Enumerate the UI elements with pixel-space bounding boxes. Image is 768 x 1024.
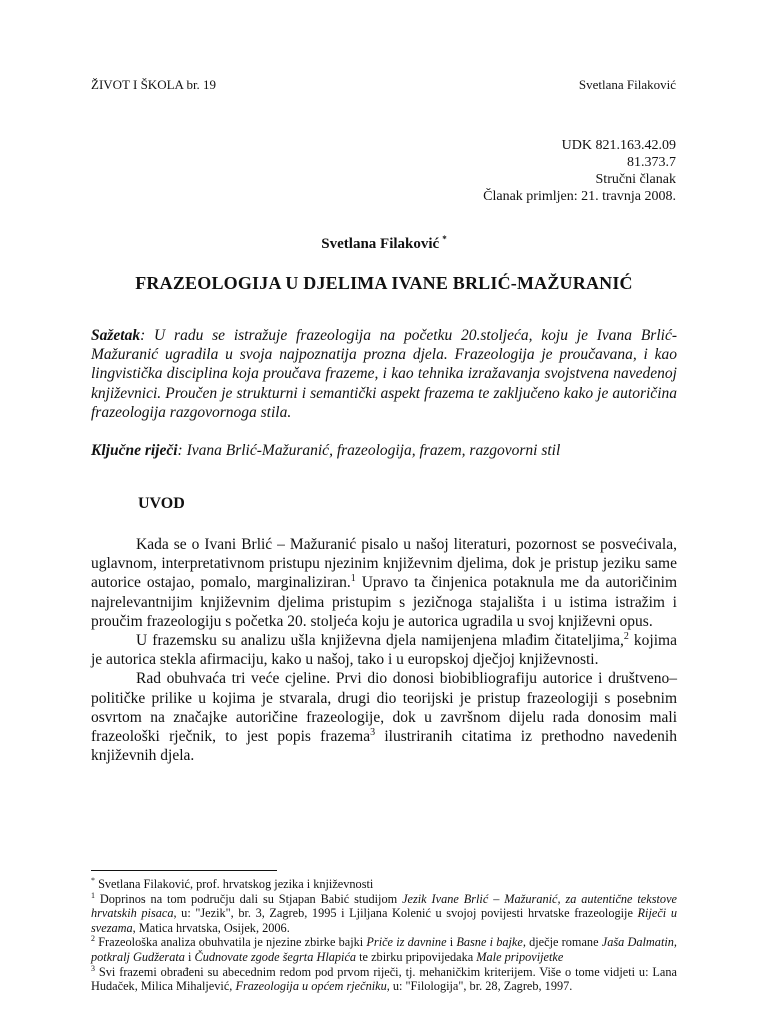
footnote: * Svetlana Filaković, prof. hrvatskog jezika i književnosti xyxy=(91,875,374,891)
footnote: $^3$ Svi frazemi obrađeni su abecednim redom pod prvom riječi, tj. mehaničkim kriterijem. Više o tome vidjeti u: Lana Hudaček, Milica Mihaljević, Frazeologija u općem rječniku, u: "Filologija", br. 28, Zagreb, 1997. xyxy=(91,963,677,994)
running-header-author: Svetlana Filaković xyxy=(578,77,676,92)
body-paragraph: U frazemsku su analizu ušla književna djela namijenjena mlađim čitateljima,$^2$ kojima je autorica stekla afirmaciju, kako u našoj, tako i u europskoj dječjoj književnosti. xyxy=(91,630,677,669)
keywords-text: : Ivana Brlić-Mažuranić, frazeologija, frazem, razgovorni stil xyxy=(177,442,561,459)
footnote: $^2$ Frazeološka analiza obuhvatila je njezine zbirke bajki Priče iz davnine i Basne i bajke, dječje romane Jaša Dalmatin, potkralj Gudžerata i Čudnovate zgode šegrta Hlapića te zbirku pripovijedaka Male pripovijetke xyxy=(91,934,677,964)
author-footnote-mark: * xyxy=(442,234,447,244)
abstract xyxy=(91,326,677,422)
author-line xyxy=(0,234,768,253)
article-type: Stručni članak xyxy=(595,172,676,187)
article-title: FRAZEOLOGIJA U DJELIMA IVANE BRLIĆ-MAŽURANIĆ xyxy=(135,273,633,293)
classification-code: 81.373.7 xyxy=(627,155,676,170)
udk-code: UDK 821.163.42.09 xyxy=(561,138,676,153)
body-paragraph: Rad obuhvaća tri veće cjeline. Prvi dio donosi biobibliografiju autorice i društveno–političke prilike u kojima je stvarala, drugi dio teorijski je pristup frazeologiji s posebnim osvrtom na značajke autoričine frazeologije, dok u završnom dijelu rada donosim mali frazeološki rječnik, to jest popis frazema$^3$ ilustriranih citatima iz prethodno navedenih književnih djela. xyxy=(91,670,677,765)
body-text xyxy=(91,535,677,765)
running-header-journal: ŽIVOT I ŠKOLA br. 19 xyxy=(91,77,217,92)
keywords xyxy=(91,441,677,460)
abstract-label: Sažetak xyxy=(91,327,141,344)
received-date: Članak primljen: 21. travnja 2008. xyxy=(483,189,676,204)
footnotes xyxy=(91,877,677,994)
footnote-separator xyxy=(91,870,277,871)
abstract-text: : U radu se istražuje frazeologija na početku 20.stoljeća, koju je Ivana Brlić-Mažuranić ugradila u svoja najpoznatija prozna djela. Frazeologija je proučavana, i kao lingvistička disciplina koja proučava frazeme, i kao tehnika izražavanja svojstvena navedenoj književnici. Proučen je strukturni i semantički aspekt frazema te zaključeno kako je autoričina frazeologija razgovornoga stila. xyxy=(91,327,677,421)
body-paragraph: Kada se o Ivani Brlić – Mažuranić pisalo u našoj literaturi, pozornost se posvećivala, uglavnom, interpretativnom pristupu njezinim književnim djelima, dok je pristup jeziku same autorice ostajao, pomalo, marginaliziran.$^1$ Upravo ta činjenica potaknula me da autoričinim najrelevantnijim književnim djelima pristupim s jezičnoga stajališta i u istima istražim i proučim frazeologiju s početka 20. stoljeća koju je autorica ugradila u svoj književni opus. xyxy=(91,536,677,630)
footnote-ref: 1 xyxy=(350,573,356,585)
author-name: Svetlana Filaković xyxy=(321,236,440,252)
footnote: $^1$ Doprinos na tom području dali su Stjapan Babić studijom Jezik Ivane Brlić – Mažuranić, za autentične tekstove hrvatskih pisaca, u: "Jezik", br. 3, Zagreb, 1995 i Ljiljana Kolenić u svojoj povijesti hrvatske frazeologije Riječi u svezama, Matica hrvatska, Osijek, 2006. xyxy=(91,890,677,935)
keywords-label: Ključne riječi xyxy=(91,442,178,459)
footnote-ref: 2 xyxy=(623,630,629,642)
article-meta xyxy=(483,137,676,205)
footnote-ref: 3 xyxy=(370,726,376,738)
section-heading: UVOD xyxy=(138,495,185,512)
